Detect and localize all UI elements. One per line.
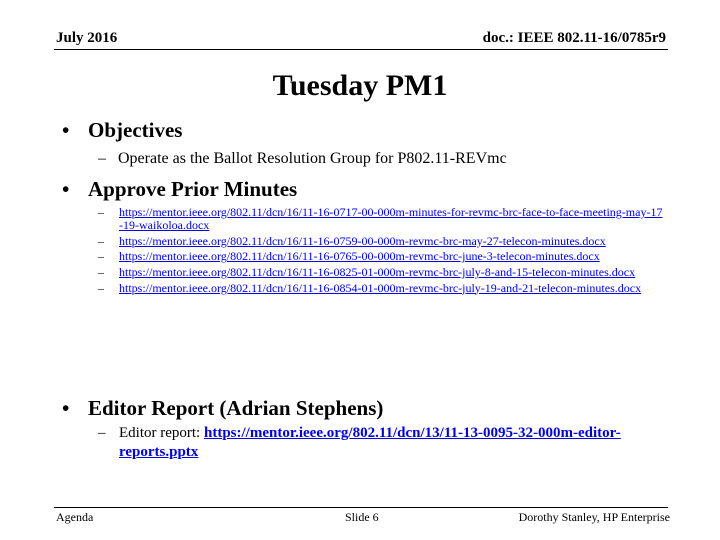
footer-divider — [54, 507, 668, 508]
header-doc-id: doc.: IEEE 802.11-16/0785r9 — [482, 30, 666, 46]
minutes-link-4[interactable]: https://mentor.ieee.org/802.11/dcn/16/11-16-0825-01-000m-revmc-brc-july-8-and-15-telecon-minutes.docx — [119, 264, 636, 279]
list-item — [98, 206, 664, 232]
dash-icon: – — [98, 233, 104, 248]
header-date: July 2016 — [56, 30, 118, 46]
slide-title: Tuesday PM1 — [272, 69, 448, 102]
objectives-heading: Objectives — [88, 118, 183, 142]
list-item — [98, 250, 664, 263]
footer-agenda: Agenda — [56, 510, 94, 524]
bullet-minutes — [62, 177, 297, 202]
list-item — [98, 235, 664, 248]
header-divider — [54, 49, 668, 50]
dash-icon: – — [98, 425, 106, 441]
minutes-heading: Approve Prior Minutes — [88, 177, 298, 201]
bullet-icon: • — [62, 177, 70, 201]
bullet-editor — [62, 396, 383, 421]
minutes-link-5[interactable]: https://mentor.ieee.org/802.11/dcn/16/11-16-0854-01-000m-revmc-brc-july-19-and-21-telecon-minutes.docx — [119, 280, 642, 295]
dash-icon: – — [98, 205, 104, 219]
list-item — [98, 282, 664, 295]
bullet-objectives — [62, 118, 182, 143]
minutes-link-1[interactable]: https://mentor.ieee.org/802.11/dcn/16/11-16-0717-00-000m-minutes-for-revmc-brc-face-to-face-meeting-may-17-19-waikoloa.docx — [119, 205, 663, 233]
footer-author: Dorothy Stanley, HP Enterprise — [518, 510, 670, 524]
bullet-icon: • — [62, 118, 70, 142]
list-item — [98, 266, 664, 279]
dash-icon: – — [98, 264, 104, 279]
editor-heading: Editor Report (Adrian Stephens) — [88, 396, 384, 420]
footer-slide-number: Slide 6 — [345, 510, 379, 524]
minutes-link-list — [98, 206, 664, 297]
dash-icon: – — [98, 150, 106, 167]
editor-item-text — [119, 424, 678, 462]
dash-icon: – — [98, 280, 104, 295]
dash-icon: – — [98, 249, 104, 264]
editor-item — [98, 424, 678, 462]
objectives-item-text: Operate as the Ballot Resolution Group for P802.11-REVmc — [118, 150, 507, 167]
minutes-link-3[interactable]: https://mentor.ieee.org/802.11/dcn/16/11-16-0765-00-000m-revmc-brc-june-3-telecon-minutes.docx — [119, 249, 600, 264]
bullet-icon: • — [62, 396, 70, 420]
minutes-link-2[interactable]: https://mentor.ieee.org/802.11/dcn/16/11-16-0759-00-000m-revmc-brc-may-27-telecon-minutes.docx — [119, 233, 606, 248]
editor-item-prefix: Editor report: — [119, 425, 204, 441]
objectives-item — [98, 150, 507, 168]
editor-report-link[interactable]: https://mentor.ieee.org/802.11/dcn/13/11-13-0095-32-000m-editor-reports.pptx — [119, 425, 621, 460]
